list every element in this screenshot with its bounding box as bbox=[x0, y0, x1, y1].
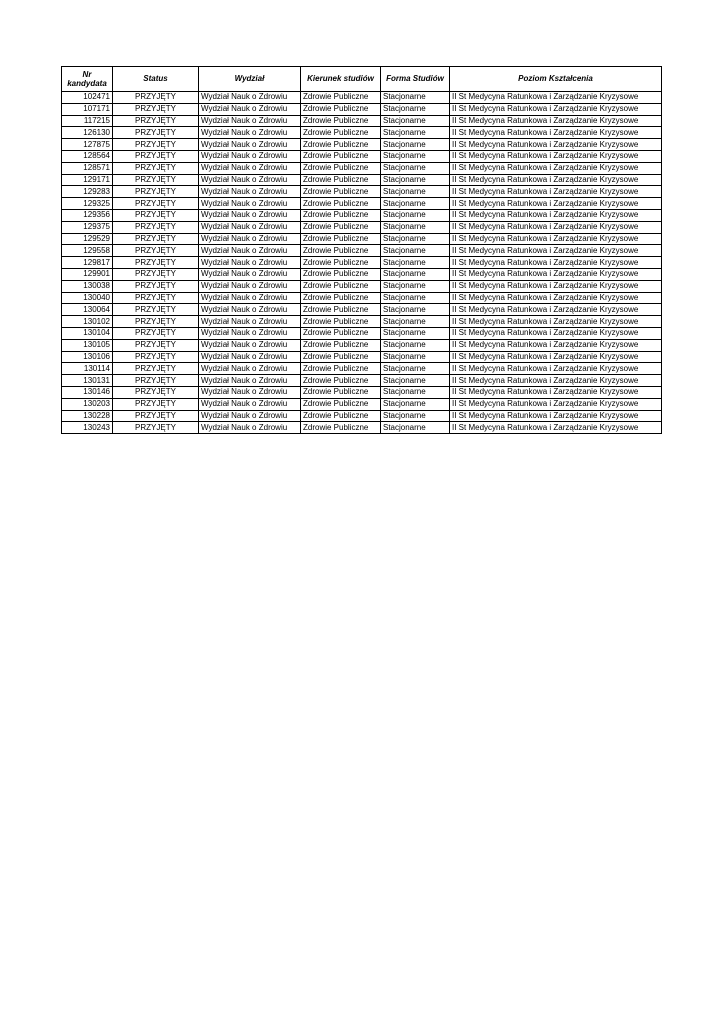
cell-nr: 129901 bbox=[62, 268, 113, 280]
cell-kierunek: Zdrowie Publiczne bbox=[301, 292, 381, 304]
table-row bbox=[62, 316, 662, 328]
cell-poziom: II St Medycyna Ratunkowa i Zarządzanie Kryzysowe bbox=[450, 398, 662, 410]
cell-poziom: II St Medycyna Ratunkowa i Zarządzanie Kryzysowe bbox=[450, 375, 662, 387]
header-wydzial: Wydział bbox=[199, 67, 301, 92]
cell-nr: 129325 bbox=[62, 198, 113, 210]
cell-nr: 129529 bbox=[62, 233, 113, 245]
cell-wydzial: Wydział Nauk o Zdrowiu bbox=[199, 292, 301, 304]
cell-poziom: II St Medycyna Ratunkowa i Zarządzanie Kryzysowe bbox=[450, 127, 662, 139]
cell-poziom: II St Medycyna Ratunkowa i Zarządzanie Kryzysowe bbox=[450, 422, 662, 434]
table-row bbox=[62, 174, 662, 186]
cell-status: PRZYJĘTY bbox=[113, 127, 199, 139]
cell-poziom: II St Medycyna Ratunkowa i Zarządzanie Kryzysowe bbox=[450, 245, 662, 257]
cell-nr: 130228 bbox=[62, 410, 113, 422]
cell-poziom: II St Medycyna Ratunkowa i Zarządzanie Kryzysowe bbox=[450, 221, 662, 233]
table-row bbox=[62, 339, 662, 351]
cell-status: PRZYJĘTY bbox=[113, 257, 199, 269]
admissions-table bbox=[61, 66, 662, 434]
cell-poziom: II St Medycyna Ratunkowa i Zarządzanie Kryzysowe bbox=[450, 174, 662, 186]
cell-forma: Stacjonarne bbox=[381, 198, 450, 210]
table-row bbox=[62, 186, 662, 198]
cell-forma: Stacjonarne bbox=[381, 375, 450, 387]
cell-wydzial: Wydział Nauk o Zdrowiu bbox=[199, 186, 301, 198]
cell-kierunek: Zdrowie Publiczne bbox=[301, 198, 381, 210]
header-kierunek: Kierunek studiów bbox=[301, 67, 381, 92]
cell-status: PRZYJĘTY bbox=[113, 268, 199, 280]
cell-forma: Stacjonarne bbox=[381, 139, 450, 151]
cell-status: PRZYJĘTY bbox=[113, 174, 199, 186]
table-row bbox=[62, 268, 662, 280]
cell-status: PRZYJĘTY bbox=[113, 292, 199, 304]
cell-nr: 129817 bbox=[62, 257, 113, 269]
cell-status: PRZYJĘTY bbox=[113, 245, 199, 257]
cell-status: PRZYJĘTY bbox=[113, 327, 199, 339]
table-row bbox=[62, 162, 662, 174]
cell-nr: 129356 bbox=[62, 209, 113, 221]
cell-kierunek: Zdrowie Publiczne bbox=[301, 422, 381, 434]
table-row bbox=[62, 139, 662, 151]
cell-poziom: II St Medycyna Ratunkowa i Zarządzanie Kryzysowe bbox=[450, 292, 662, 304]
cell-nr: 126130 bbox=[62, 127, 113, 139]
cell-nr: 127875 bbox=[62, 139, 113, 151]
cell-status: PRZYJĘTY bbox=[113, 398, 199, 410]
cell-poziom: II St Medycyna Ratunkowa i Zarządzanie Kryzysowe bbox=[450, 162, 662, 174]
cell-wydzial: Wydział Nauk o Zdrowiu bbox=[199, 351, 301, 363]
cell-forma: Stacjonarne bbox=[381, 410, 450, 422]
cell-kierunek: Zdrowie Publiczne bbox=[301, 375, 381, 387]
cell-poziom: II St Medycyna Ratunkowa i Zarządzanie Kryzysowe bbox=[450, 304, 662, 316]
cell-poziom: II St Medycyna Ratunkowa i Zarządzanie Kryzysowe bbox=[450, 103, 662, 115]
cell-kierunek: Zdrowie Publiczne bbox=[301, 316, 381, 328]
cell-kierunek: Zdrowie Publiczne bbox=[301, 257, 381, 269]
cell-forma: Stacjonarne bbox=[381, 422, 450, 434]
cell-nr: 130102 bbox=[62, 316, 113, 328]
cell-nr: 117215 bbox=[62, 115, 113, 127]
cell-status: PRZYJĘTY bbox=[113, 363, 199, 375]
cell-wydzial: Wydział Nauk o Zdrowiu bbox=[199, 386, 301, 398]
cell-poziom: II St Medycyna Ratunkowa i Zarządzanie Kryzysowe bbox=[450, 327, 662, 339]
cell-kierunek: Zdrowie Publiczne bbox=[301, 221, 381, 233]
cell-status: PRZYJĘTY bbox=[113, 386, 199, 398]
cell-kierunek: Zdrowie Publiczne bbox=[301, 233, 381, 245]
table-row bbox=[62, 221, 662, 233]
cell-status: PRZYJĘTY bbox=[113, 304, 199, 316]
cell-wydzial: Wydział Nauk o Zdrowiu bbox=[199, 304, 301, 316]
cell-status: PRZYJĘTY bbox=[113, 162, 199, 174]
cell-poziom: II St Medycyna Ratunkowa i Zarządzanie Kryzysowe bbox=[450, 316, 662, 328]
cell-wydzial: Wydział Nauk o Zdrowiu bbox=[199, 327, 301, 339]
cell-status: PRZYJĘTY bbox=[113, 233, 199, 245]
table-row bbox=[62, 92, 662, 104]
cell-kierunek: Zdrowie Publiczne bbox=[301, 150, 381, 162]
cell-wydzial: Wydział Nauk o Zdrowiu bbox=[199, 398, 301, 410]
cell-kierunek: Zdrowie Publiczne bbox=[301, 410, 381, 422]
cell-poziom: II St Medycyna Ratunkowa i Zarządzanie Kryzysowe bbox=[450, 268, 662, 280]
cell-wydzial: Wydział Nauk o Zdrowiu bbox=[199, 422, 301, 434]
cell-forma: Stacjonarne bbox=[381, 209, 450, 221]
cell-status: PRZYJĘTY bbox=[113, 103, 199, 115]
cell-wydzial: Wydział Nauk o Zdrowiu bbox=[199, 139, 301, 151]
table-row bbox=[62, 304, 662, 316]
cell-status: PRZYJĘTY bbox=[113, 422, 199, 434]
cell-nr: 130106 bbox=[62, 351, 113, 363]
cell-wydzial: Wydział Nauk o Zdrowiu bbox=[199, 221, 301, 233]
cell-forma: Stacjonarne bbox=[381, 268, 450, 280]
cell-kierunek: Zdrowie Publiczne bbox=[301, 92, 381, 104]
cell-forma: Stacjonarne bbox=[381, 150, 450, 162]
cell-kierunek: Zdrowie Publiczne bbox=[301, 245, 381, 257]
table-row bbox=[62, 351, 662, 363]
cell-kierunek: Zdrowie Publiczne bbox=[301, 351, 381, 363]
cell-kierunek: Zdrowie Publiczne bbox=[301, 115, 381, 127]
cell-wydzial: Wydział Nauk o Zdrowiu bbox=[199, 363, 301, 375]
cell-nr: 129283 bbox=[62, 186, 113, 198]
cell-forma: Stacjonarne bbox=[381, 92, 450, 104]
cell-wydzial: Wydział Nauk o Zdrowiu bbox=[199, 127, 301, 139]
cell-nr: 129558 bbox=[62, 245, 113, 257]
cell-poziom: II St Medycyna Ratunkowa i Zarządzanie Kryzysowe bbox=[450, 115, 662, 127]
cell-status: PRZYJĘTY bbox=[113, 280, 199, 292]
table-row bbox=[62, 150, 662, 162]
cell-wydzial: Wydział Nauk o Zdrowiu bbox=[199, 198, 301, 210]
cell-wydzial: Wydział Nauk o Zdrowiu bbox=[199, 316, 301, 328]
cell-wydzial: Wydział Nauk o Zdrowiu bbox=[199, 209, 301, 221]
cell-status: PRZYJĘTY bbox=[113, 221, 199, 233]
cell-kierunek: Zdrowie Publiczne bbox=[301, 398, 381, 410]
cell-status: PRZYJĘTY bbox=[113, 410, 199, 422]
cell-poziom: II St Medycyna Ratunkowa i Zarządzanie Kryzysowe bbox=[450, 139, 662, 151]
cell-wydzial: Wydział Nauk o Zdrowiu bbox=[199, 375, 301, 387]
cell-poziom: II St Medycyna Ratunkowa i Zarządzanie Kryzysowe bbox=[450, 351, 662, 363]
cell-forma: Stacjonarne bbox=[381, 398, 450, 410]
header-status: Status bbox=[113, 67, 199, 92]
cell-poziom: II St Medycyna Ratunkowa i Zarządzanie Kryzysowe bbox=[450, 410, 662, 422]
cell-forma: Stacjonarne bbox=[381, 327, 450, 339]
cell-nr: 130038 bbox=[62, 280, 113, 292]
cell-kierunek: Zdrowie Publiczne bbox=[301, 363, 381, 375]
cell-poziom: II St Medycyna Ratunkowa i Zarządzanie Kryzysowe bbox=[450, 198, 662, 210]
cell-poziom: II St Medycyna Ratunkowa i Zarządzanie Kryzysowe bbox=[450, 209, 662, 221]
cell-poziom: II St Medycyna Ratunkowa i Zarządzanie Kryzysowe bbox=[450, 233, 662, 245]
cell-forma: Stacjonarne bbox=[381, 304, 450, 316]
cell-kierunek: Zdrowie Publiczne bbox=[301, 386, 381, 398]
cell-status: PRZYJĘTY bbox=[113, 92, 199, 104]
cell-nr: 130105 bbox=[62, 339, 113, 351]
cell-wydzial: Wydział Nauk o Zdrowiu bbox=[199, 339, 301, 351]
cell-kierunek: Zdrowie Publiczne bbox=[301, 209, 381, 221]
cell-nr: 130203 bbox=[62, 398, 113, 410]
cell-forma: Stacjonarne bbox=[381, 257, 450, 269]
cell-kierunek: Zdrowie Publiczne bbox=[301, 327, 381, 339]
table-row bbox=[62, 280, 662, 292]
cell-nr: 128564 bbox=[62, 150, 113, 162]
cell-kierunek: Zdrowie Publiczne bbox=[301, 339, 381, 351]
cell-nr: 130104 bbox=[62, 327, 113, 339]
table-row bbox=[62, 292, 662, 304]
cell-forma: Stacjonarne bbox=[381, 351, 450, 363]
cell-poziom: II St Medycyna Ratunkowa i Zarządzanie Kryzysowe bbox=[450, 280, 662, 292]
cell-forma: Stacjonarne bbox=[381, 233, 450, 245]
table-body bbox=[62, 92, 662, 434]
cell-forma: Stacjonarne bbox=[381, 127, 450, 139]
table-row bbox=[62, 127, 662, 139]
cell-forma: Stacjonarne bbox=[381, 174, 450, 186]
cell-status: PRZYJĘTY bbox=[113, 316, 199, 328]
cell-status: PRZYJĘTY bbox=[113, 339, 199, 351]
cell-nr: 107171 bbox=[62, 103, 113, 115]
table-row bbox=[62, 245, 662, 257]
cell-status: PRZYJĘTY bbox=[113, 209, 199, 221]
cell-forma: Stacjonarne bbox=[381, 292, 450, 304]
cell-wydzial: Wydział Nauk o Zdrowiu bbox=[199, 92, 301, 104]
table-row bbox=[62, 422, 662, 434]
cell-wydzial: Wydział Nauk o Zdrowiu bbox=[199, 245, 301, 257]
table-row bbox=[62, 209, 662, 221]
cell-wydzial: Wydział Nauk o Zdrowiu bbox=[199, 233, 301, 245]
table-row bbox=[62, 398, 662, 410]
table-row bbox=[62, 327, 662, 339]
cell-nr: 130114 bbox=[62, 363, 113, 375]
cell-forma: Stacjonarne bbox=[381, 363, 450, 375]
table-row bbox=[62, 103, 662, 115]
cell-forma: Stacjonarne bbox=[381, 186, 450, 198]
table-row bbox=[62, 386, 662, 398]
cell-poziom: II St Medycyna Ratunkowa i Zarządzanie Kryzysowe bbox=[450, 386, 662, 398]
cell-poziom: II St Medycyna Ratunkowa i Zarządzanie Kryzysowe bbox=[450, 186, 662, 198]
cell-kierunek: Zdrowie Publiczne bbox=[301, 139, 381, 151]
cell-nr: 130131 bbox=[62, 375, 113, 387]
cell-wydzial: Wydział Nauk o Zdrowiu bbox=[199, 257, 301, 269]
cell-kierunek: Zdrowie Publiczne bbox=[301, 280, 381, 292]
cell-nr: 130064 bbox=[62, 304, 113, 316]
table-row bbox=[62, 375, 662, 387]
cell-status: PRZYJĘTY bbox=[113, 150, 199, 162]
header-poziom: Poziom Kształcenia bbox=[450, 67, 662, 92]
cell-status: PRZYJĘTY bbox=[113, 198, 199, 210]
cell-wydzial: Wydział Nauk o Zdrowiu bbox=[199, 174, 301, 186]
cell-status: PRZYJĘTY bbox=[113, 186, 199, 198]
cell-nr: 130040 bbox=[62, 292, 113, 304]
cell-status: PRZYJĘTY bbox=[113, 351, 199, 363]
cell-forma: Stacjonarne bbox=[381, 115, 450, 127]
document-page bbox=[61, 66, 662, 434]
cell-kierunek: Zdrowie Publiczne bbox=[301, 186, 381, 198]
cell-forma: Stacjonarne bbox=[381, 221, 450, 233]
header-forma: Forma Studiów bbox=[381, 67, 450, 92]
cell-forma: Stacjonarne bbox=[381, 162, 450, 174]
cell-kierunek: Zdrowie Publiczne bbox=[301, 174, 381, 186]
table-row bbox=[62, 257, 662, 269]
table-row bbox=[62, 115, 662, 127]
header-nr: Nr kandydata bbox=[62, 67, 113, 92]
table-row bbox=[62, 363, 662, 375]
cell-poziom: II St Medycyna Ratunkowa i Zarządzanie Kryzysowe bbox=[450, 363, 662, 375]
cell-kierunek: Zdrowie Publiczne bbox=[301, 127, 381, 139]
cell-poziom: II St Medycyna Ratunkowa i Zarządzanie Kryzysowe bbox=[450, 339, 662, 351]
cell-poziom: II St Medycyna Ratunkowa i Zarządzanie Kryzysowe bbox=[450, 92, 662, 104]
cell-kierunek: Zdrowie Publiczne bbox=[301, 162, 381, 174]
cell-nr: 129375 bbox=[62, 221, 113, 233]
cell-wydzial: Wydział Nauk o Zdrowiu bbox=[199, 280, 301, 292]
cell-kierunek: Zdrowie Publiczne bbox=[301, 103, 381, 115]
table-row bbox=[62, 233, 662, 245]
cell-status: PRZYJĘTY bbox=[113, 375, 199, 387]
cell-forma: Stacjonarne bbox=[381, 245, 450, 257]
cell-nr: 129171 bbox=[62, 174, 113, 186]
cell-kierunek: Zdrowie Publiczne bbox=[301, 268, 381, 280]
cell-nr: 102471 bbox=[62, 92, 113, 104]
cell-forma: Stacjonarne bbox=[381, 103, 450, 115]
cell-nr: 130243 bbox=[62, 422, 113, 434]
cell-poziom: II St Medycyna Ratunkowa i Zarządzanie Kryzysowe bbox=[450, 150, 662, 162]
cell-status: PRZYJĘTY bbox=[113, 115, 199, 127]
cell-forma: Stacjonarne bbox=[381, 386, 450, 398]
cell-kierunek: Zdrowie Publiczne bbox=[301, 304, 381, 316]
cell-forma: Stacjonarne bbox=[381, 280, 450, 292]
cell-wydzial: Wydział Nauk o Zdrowiu bbox=[199, 150, 301, 162]
cell-wydzial: Wydział Nauk o Zdrowiu bbox=[199, 115, 301, 127]
cell-wydzial: Wydział Nauk o Zdrowiu bbox=[199, 410, 301, 422]
cell-nr: 130146 bbox=[62, 386, 113, 398]
cell-poziom: II St Medycyna Ratunkowa i Zarządzanie Kryzysowe bbox=[450, 257, 662, 269]
cell-forma: Stacjonarne bbox=[381, 316, 450, 328]
cell-wydzial: Wydział Nauk o Zdrowiu bbox=[199, 103, 301, 115]
table-header bbox=[62, 67, 662, 92]
cell-nr: 128571 bbox=[62, 162, 113, 174]
cell-forma: Stacjonarne bbox=[381, 339, 450, 351]
cell-wydzial: Wydział Nauk o Zdrowiu bbox=[199, 162, 301, 174]
cell-wydzial: Wydział Nauk o Zdrowiu bbox=[199, 268, 301, 280]
table-row bbox=[62, 198, 662, 210]
table-row bbox=[62, 410, 662, 422]
header-row bbox=[62, 67, 662, 92]
cell-status: PRZYJĘTY bbox=[113, 139, 199, 151]
